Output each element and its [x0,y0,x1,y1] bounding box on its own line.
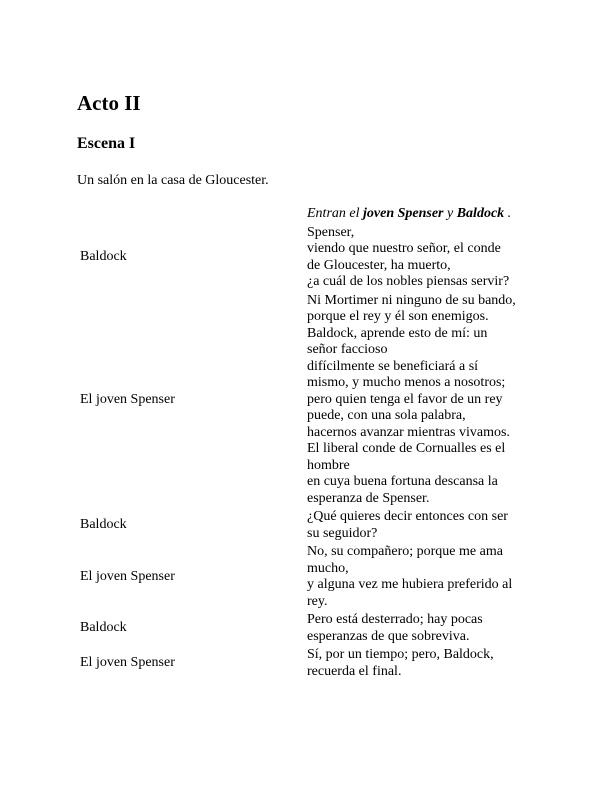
speech-line: su seguidor? [307,525,378,541]
speech-line: Spenser, [307,224,355,240]
speech-line: Baldock, aprende esto de mí: un [307,325,488,341]
speech-row [79,647,533,680]
speech-line: porque el rey y él son enemigos. [307,309,489,324]
speech-text [307,509,533,542]
speech-line: y alguna vez me hubiera preferido al [307,577,513,592]
speech-line: mucho, [307,560,349,576]
speech-line: Sí, por un tiempo; pero, Baldock, [307,647,494,662]
speech-line: de Gloucester, ha muerto, [307,257,451,273]
speech-line: puede, con una sola palabra, [307,408,466,423]
speech-text [307,612,533,645]
speech-text [307,647,533,680]
speech-line: viendo que nuestro señor, el conde [307,241,501,256]
scene-title: Escena I [77,135,136,152]
speech-text [307,293,533,508]
speech-text [307,544,533,610]
speech-line: Ni Mortimer ni ninguno de su bando, [307,292,516,308]
speech-row [79,612,533,645]
speaker-name: Baldock [80,517,127,533]
speech-line: Pero está desterrado; hay pocas [307,612,483,627]
speech-text [307,225,533,291]
speech-line: El liberal conde de Cornualles es el [307,441,506,456]
dialogue-table [77,204,535,682]
scene-setting: Un salón en la casa de Gloucester. [77,173,269,188]
speech-line: recuerda el final. [307,663,402,679]
speech-line: ¿Qué quieres decir entonces con ser [307,509,508,524]
speech-line: difícilmente se beneficiará a sí [307,358,479,374]
speaker-name: Baldock [80,620,127,636]
speech-line: rey. [307,593,328,609]
speech-line: esperanzas de que sobreviva. [307,628,470,644]
speech-line: mismo, y mucho menos a nosotros; [307,375,506,390]
speech-line: esperanza de Spenser. [307,490,430,506]
speech-line: hombre [307,457,350,473]
speaker-name: Baldock [80,249,127,265]
stage-direction-spacer [79,206,305,223]
speech-line: pero quien tenga el favor de un rey [307,391,503,407]
speaker-name: El joven Spenser [80,568,175,584]
speech-row [79,225,533,291]
speech-line: en cuya buena fortuna descansa la [307,474,498,489]
stage-direction-row [79,206,533,223]
speaker-name: El joven Spenser [80,391,175,407]
stage-direction-prefix: Entran el [307,206,363,221]
stage-direction [307,206,533,223]
speech-line: señor faccioso [307,342,388,357]
speech-line: hacernos avanzar mientras vivamos. [307,424,510,440]
act-title: Acto II [77,91,141,115]
speech-row [79,509,533,542]
dialogue-body [79,206,533,680]
speech-line: No, su compañero; porque me ama [307,544,503,559]
stage-direction-suffix: . [504,206,512,221]
speaker-name: El joven Spenser [80,655,175,671]
stage-direction-character-2: Baldock [456,206,505,221]
stage-direction-middle: y [443,206,457,221]
stage-direction-character-1: joven Spenser [363,206,444,221]
speech-row [79,293,533,508]
speech-line: ¿a cuál de los nobles piensas servir? [307,274,510,289]
speech-row [79,544,533,610]
